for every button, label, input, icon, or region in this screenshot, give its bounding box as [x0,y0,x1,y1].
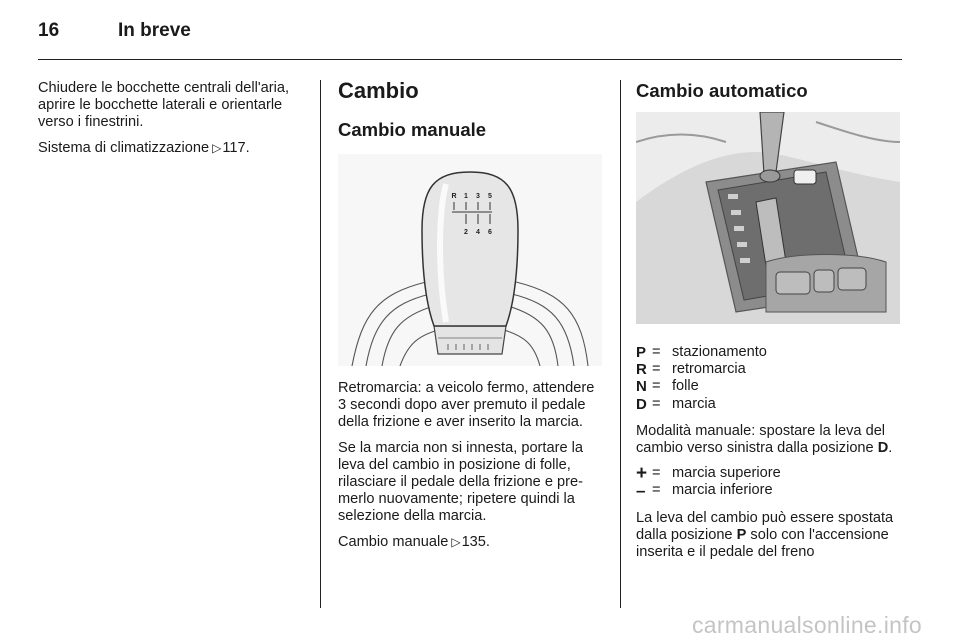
page-title: In breve [118,20,191,41]
reference-arrow-icon: ▷ [451,534,461,549]
manual-mode-text: Modalità manuale: spostare la leva del cambio verso sinistra dalla posizione [636,422,886,457]
manual-mode-definitions [636,465,902,499]
climate-reference-paragraph [38,140,306,157]
definition-value: retromarcia [672,361,746,378]
minus-icon: – [636,481,646,501]
definition-value: folle [672,378,699,395]
definition-row-plus [636,463,902,485]
watermark: carmanualsonline.info [691,612,922,638]
header-rule [38,59,902,60]
manual-reference-page: 135. [461,533,490,550]
lever-release-position: P [736,526,747,543]
definition-key: R [636,361,647,379]
gear-knob-illustration [338,154,602,366]
equals-sign: = [652,378,661,395]
definition-key: N [636,378,647,396]
definition-value: marcia inferiore [672,482,773,499]
definition-value: stazionamento [672,344,767,360]
definition-key: P [636,344,647,361]
definition-value: marcia [672,395,716,412]
automatic-gearbox-title: Cambio automatico [636,80,808,101]
lever-release-paragraph [636,510,902,562]
shift-label-r: R [451,193,457,200]
equals-sign: = [652,395,661,412]
automatic-gearbox-figure [636,112,900,324]
shift-label-6: 6 [488,229,492,236]
gear-position-definitions [636,344,902,413]
definition-row-r [636,361,902,378]
equals-sign: = [652,361,661,378]
plus-icon: + [636,463,648,485]
column-divider-left [320,80,321,608]
manual-mode-paragraph [636,423,902,457]
manual-mode-position: D [877,440,889,457]
climate-reference-text: Sistema di climatizzazione [38,139,210,156]
manual-gear-knob-figure [338,154,602,366]
shift-label-5: 5 [488,193,492,200]
definition-row-p [636,344,902,361]
shift-label-2: 2 [464,229,468,236]
right-column [636,80,902,569]
definition-row-d [636,396,902,413]
manual-reference-text: Cambio manuale [338,533,449,550]
column-divider-right [620,80,621,608]
shift-label-3: 3 [476,193,480,200]
definition-key: D [636,395,647,413]
equals-sign: = [652,482,661,499]
manual-mode-suffix: . [888,440,893,457]
climate-reference-page: 117. [222,139,250,156]
equals-sign: = [652,465,661,482]
shift-label-4: 4 [476,229,480,236]
lever-release-suffix: solo con l'accensione inserita e il pedale del freno [636,526,889,561]
shift-label-1: 1 [464,193,468,200]
definition-value: marcia superiore [672,465,781,482]
lever-release-text: La leva del cambio può essere spostata dalla posizione [636,509,894,543]
reverse-gear-paragraph: Retromarcia: a veicolo fermo, attendere 3 secondi dopo aver premuto il pedale della frizione e aver inserito la marcia. [338,380,595,431]
automatic-selector-illustration [636,112,900,324]
equals-sign: = [652,344,661,360]
definition-row-minus [636,482,902,499]
page-number: 16 [38,20,60,41]
ventilation-paragraph: Chiudere le bocchette centrali dell'aria, aprire le bocchette laterali e orientarle verso i finestrini. [38,80,290,131]
manual-gearbox-reference [338,534,604,551]
reference-arrow-icon: ▷ [212,140,222,155]
manual-gearbox-title: Cambio manuale [338,119,487,140]
left-column [38,80,306,165]
page-header [38,20,191,42]
section-title: Cambio [338,78,419,103]
definition-row-n [636,378,902,395]
middle-column [338,80,604,559]
gear-engage-paragraph: Se la marcia non si innesta, portare la leva del cambio in posizione di folle, rilasciare il pedale della frizione e premerlo nuovamente; ripetere quindi la selezione della marcia. [338,439,583,525]
